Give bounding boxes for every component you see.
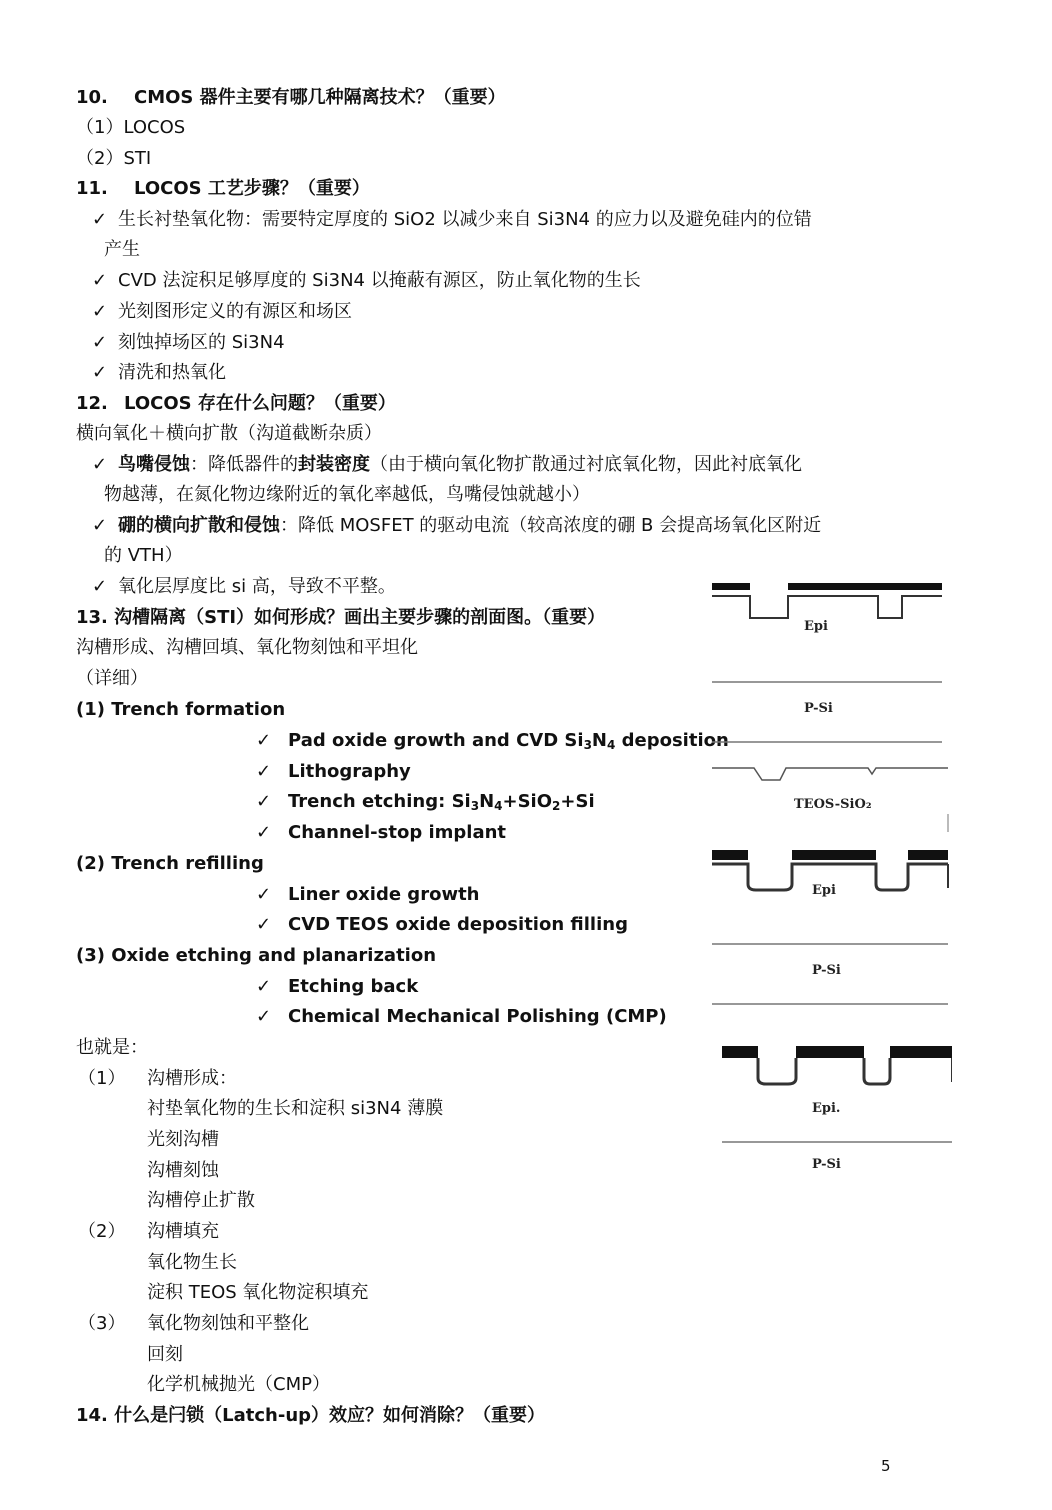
step-3-sub-2: 化学机械抛光（CMP） [147,1374,330,1395]
q10-heading: 10. CMOS 器件主要有哪几种隔离技术？（重要） [76,87,506,108]
check-icon: ✓ [256,822,272,843]
check-icon: ✓ [256,976,272,997]
check-icon: ✓ [92,576,108,597]
label-teos: TEOS-SiO₂ [794,797,872,812]
check-icon: ✓ [92,270,108,291]
check-icon: ✓ [92,362,108,383]
check-icon: ✓ [92,209,108,230]
stage-1-item-4: ✓ Channel-stop implant [256,822,507,843]
q11-item-5: ✓ 清洗和热氧化 [92,362,226,383]
check-icon: ✓ [256,730,272,751]
check-icon: ✓ [256,761,272,782]
label-psi-2: P-Si [812,963,841,978]
step-2-label: （2） [78,1221,126,1242]
label-epi-3: Epi. [812,1101,841,1116]
check-icon: ✓ [92,454,108,475]
label-psi: P-Si [804,701,833,716]
check-icon: ✓ [256,1006,272,1027]
q13-heading: 13. 沟槽隔离（STI）如何形成？画出主要步骤的剖面图。（重要） [76,607,606,628]
sti-cross-section-diagrams [712,578,952,1178]
check-icon: ✓ [256,791,272,812]
q10-item-2: （2）STI [76,148,152,169]
q12-summary: 横向氧化＋横向扩散（沟道截断杂质） [76,423,382,444]
stage-1-item-2: ✓ Lithography [256,761,411,782]
check-icon: ✓ [92,301,108,322]
q12-point-1-cont: 物越薄，在氮化物边缘附近的氧化率越低，鸟嘴侵蚀就越小） [104,484,590,505]
q13-detail: （详细） [76,668,148,689]
check-icon: ✓ [256,914,272,935]
step-1-title: 沟槽形成： [147,1068,237,1089]
diagram-teos-fill [712,768,948,832]
step-3-label: （3） [78,1313,126,1334]
q12-point-2: ✓ 硼的横向扩散和侵蚀：降低 MOSFET 的驱动电流（较高浓度的硼 B 会提高场氧化区附近 [92,515,822,536]
q12-point-2-cont: 的 VTH） [104,545,183,566]
label-epi-2: Epi [812,883,836,898]
diagram-trench-etch [712,583,942,742]
stage-2-item-2: ✓ CVD TEOS oxide deposition filling [256,914,628,935]
q12-point-1: ✓ 鸟嘴侵蚀：降低器件的封装密度（由于横向氧化物扩散通过衬底氧化物，因此衬底氧化 [92,454,802,475]
q11-item-4: ✓ 刻蚀掉场区的 Si3N4 [92,332,285,353]
step-1-sub-4: 沟槽停止扩散 [147,1190,255,1211]
stage-3-title: (3) Oxide etching and planarization [76,945,437,966]
q12-point-3: ✓ 氧化层厚度比 si 高，导致不平整。 [92,576,396,597]
step-2-sub-1: 氧化物生长 [147,1252,237,1273]
check-icon: ✓ [92,332,108,353]
q11-item-1-cont: 产生 [104,239,140,260]
stage-2-item-1: ✓ Liner oxide growth [256,884,480,905]
diagram-cmp [722,1046,952,1172]
q11-item-2: ✓ CVD 法淀积足够厚度的 Si3N4 以掩蔽有源区，防止氧化物的生长 [92,270,641,291]
step-2-sub-2: 淀积 TEOS 氧化物淀积填充 [147,1282,369,1303]
step-3-title: 氧化物刻蚀和平整化 [147,1313,309,1334]
q10-item-1: （1）LOCOS [76,117,186,138]
label-psi-3: P-Si [812,1157,841,1172]
step-1-sub-2: 光刻沟槽 [147,1129,219,1150]
q11-heading: 11. LOCOS 工艺步骤？（重要） [76,178,370,199]
q11-item-1: ✓ 生长衬垫氧化物：需要特定厚度的 SiO2 以减少来自 Si3N4 的应力以及避免硅内的位错 [92,209,812,230]
q12-heading: 12. LOCOS 存在什么问题？（重要） [76,393,396,414]
check-icon: ✓ [92,515,108,536]
step-1-label: （1） [78,1068,126,1089]
label-epi: Epi [804,619,828,634]
stage-1-title: (1) Trench formation [76,699,286,720]
q14-heading: 14. 什么是闩锁（Latch-up）效应？如何消除？（重要） [76,1405,546,1426]
stage-3-item-2: ✓ Chemical Mechanical Polishing (CMP) [256,1006,667,1027]
stage-1-item-3: ✓ Trench etching: $Si_3N_4+SiO_2+Si$ [256,791,595,813]
stage-1-item-1: ✓ Pad oxide growth and CVD $Si_3N_4$ deposition [256,730,729,752]
step-1-sub-3: 沟槽刻蚀 [147,1160,219,1181]
ye-jiu-shi: 也就是： [76,1037,148,1058]
stage-3-item-1: ✓ Etching back [256,976,419,997]
page-number: 5 [881,1457,891,1475]
step-2-title: 沟槽填充 [147,1221,219,1242]
step-3-sub-1: 回刻 [147,1344,183,1365]
step-1-sub-1: 衬垫氧化物的生长和淀积 si3N4 薄膜 [147,1098,444,1119]
check-icon: ✓ [256,884,272,905]
q13-summary: 沟槽形成、沟槽回填、氧化物刻蚀和平坦化 [76,637,418,658]
diagram-refill [712,850,948,1004]
stage-2-title: (2) Trench refilling [76,853,264,874]
q11-item-3: ✓ 光刻图形定义的有源区和场区 [92,301,352,322]
